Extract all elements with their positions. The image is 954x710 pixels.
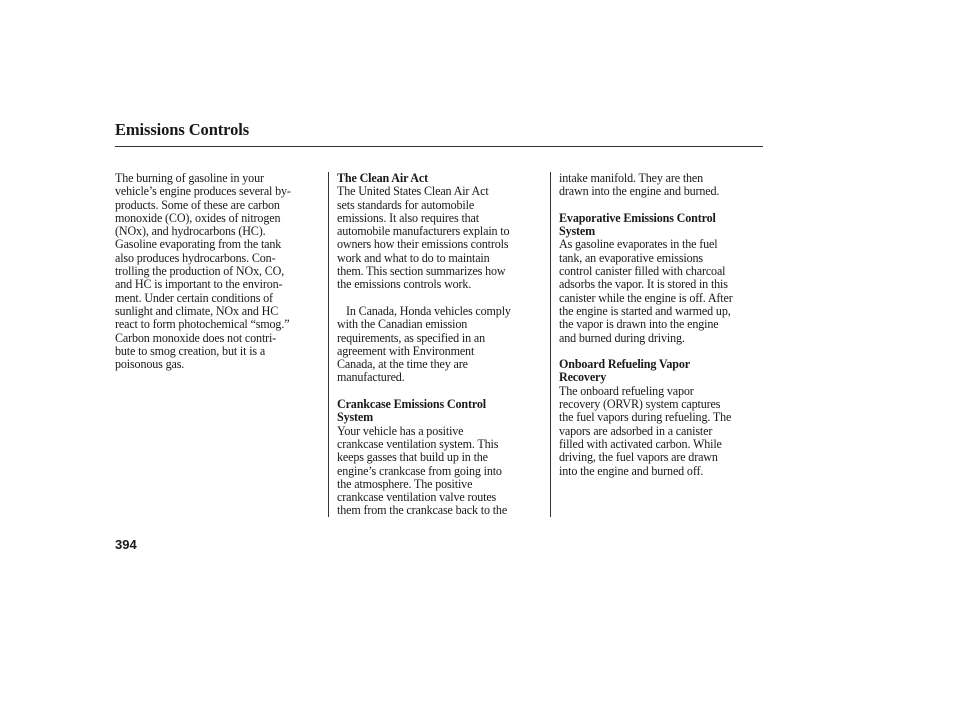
- text-line: In Canada, Honda vehicles comply: [346, 303, 511, 318]
- text-line: owners how their emissions controls: [337, 237, 509, 252]
- clean-air-heading: The Clean Air Act: [337, 171, 428, 185]
- crankcase-heading-cont: System: [337, 410, 374, 425]
- text-line: crankcase ventilation valve routes: [337, 490, 497, 505]
- text-line: the fuel vapors during refueling. The: [559, 410, 732, 425]
- text-line: the vapor is drawn into the engine: [559, 317, 719, 332]
- orvr-heading: Onboard Refueling Vapor: [559, 357, 690, 372]
- text-line: also produces hydrocarbons. Con-: [115, 250, 276, 265]
- text-line: vehicle’s engine produces several by-: [115, 184, 291, 199]
- text-line: emissions. It also requires that: [337, 210, 479, 225]
- paragraph-gap: [559, 345, 769, 358]
- text-line: bute to smog creation, but it is a: [115, 343, 266, 358]
- text-line: into the engine and burned off.: [559, 463, 704, 478]
- crankcase-paragraph: [337, 425, 545, 518]
- text-line: intake manifold. They are then: [559, 171, 704, 185]
- page-number: 394: [115, 537, 137, 552]
- column-divider-2: [550, 172, 551, 517]
- text-line: products. Some of these are carbon: [115, 197, 280, 212]
- text-line: driving, the fuel vapors are drawn: [559, 450, 718, 465]
- text-line: canister while the engine is off. After: [559, 290, 733, 305]
- text-line: control canister filled with charcoal: [559, 264, 726, 279]
- text-line: Carbon monoxide does not contri-: [115, 330, 277, 345]
- text-line: with the Canadian emission: [337, 317, 468, 332]
- text-line: agreement with Environment: [337, 343, 475, 358]
- page-title: Emissions Controls: [115, 120, 250, 139]
- text-line: Your vehicle has a positive: [337, 423, 464, 438]
- text-line: poisonous gas.: [115, 357, 185, 372]
- text-line: monoxide (CO), oxides of nitrogen: [115, 210, 281, 225]
- text-line: drawn into the engine and burned.: [559, 184, 720, 199]
- text-line: the emissions controls work.: [337, 277, 472, 292]
- text-line: (NOx), and hydrocarbons (HC).: [115, 224, 266, 239]
- text-line: Gasoline evaporating from the tank: [115, 237, 282, 252]
- text-line: ment. Under certain conditions of: [115, 290, 273, 305]
- column-divider-1: [328, 172, 329, 517]
- crankcase-heading: Crankcase Emissions Control: [337, 397, 486, 412]
- text-line: react to form photochemical “smog.”: [115, 317, 290, 332]
- text-line: manufactured.: [337, 370, 405, 385]
- column-evaporative: [559, 172, 769, 478]
- orvr-paragraph: [559, 385, 769, 478]
- text-line: As gasoline evaporates in the fuel: [559, 237, 718, 252]
- text-line: the atmosphere. The positive: [337, 476, 473, 491]
- text-line: requirements, as specified in an: [337, 330, 485, 345]
- orvr-heading-cont: Recovery: [559, 370, 607, 385]
- text-line: vapors are adsorbed in a canister: [559, 423, 713, 438]
- text-line: The United States Clean Air Act: [337, 184, 489, 199]
- text-line: and HC is important to the environ-: [115, 277, 283, 292]
- paragraph-gap: [337, 292, 545, 305]
- text-line: keeps gasses that build up in the: [337, 450, 488, 465]
- canada-paragraph: [337, 305, 545, 385]
- text-line: them from the crankcase back to the: [337, 503, 508, 518]
- text-line: and burned during driving.: [559, 330, 685, 345]
- crankcase-paragraph-continued: [559, 172, 769, 199]
- text-line: crankcase ventilation system. This: [337, 436, 499, 451]
- column-clean-air: [337, 172, 545, 518]
- text-line: The onboard refueling vapor: [559, 383, 694, 398]
- text-line: Canada, at the time they are: [337, 357, 468, 372]
- text-line: trolling the production of NOx, CO,: [115, 264, 285, 279]
- text-line: recovery (ORVR) system captures: [559, 397, 721, 412]
- intro-paragraph: [115, 172, 322, 371]
- text-line: The burning of gasoline in your: [115, 171, 264, 185]
- text-line: sunlight and climate, NOx and HC: [115, 303, 279, 318]
- text-line: tank, an evaporative emissions: [559, 250, 703, 265]
- column-intro: [115, 172, 322, 371]
- clean-air-paragraph: [337, 185, 545, 291]
- text-line: filled with activated carbon. While: [559, 436, 722, 451]
- text-line: adsorbs the vapor. It is stored in this: [559, 277, 728, 292]
- text-line: automobile manufacturers explain to: [337, 224, 510, 239]
- title-rule: [115, 146, 763, 147]
- paragraph-gap: [559, 199, 769, 212]
- text-line: work and what to do to maintain: [337, 250, 490, 265]
- evaporative-heading: Evaporative Emissions Control: [559, 210, 716, 225]
- paragraph-gap: [337, 385, 545, 398]
- text-line: sets standards for automobile: [337, 197, 475, 212]
- text-line: them. This section summarizes how: [337, 264, 506, 279]
- text-line: engine’s crankcase from going into: [337, 463, 502, 478]
- evaporative-heading-cont: System: [559, 224, 596, 239]
- text-line: the engine is started and warmed up,: [559, 303, 731, 318]
- evaporative-paragraph: [559, 238, 769, 344]
